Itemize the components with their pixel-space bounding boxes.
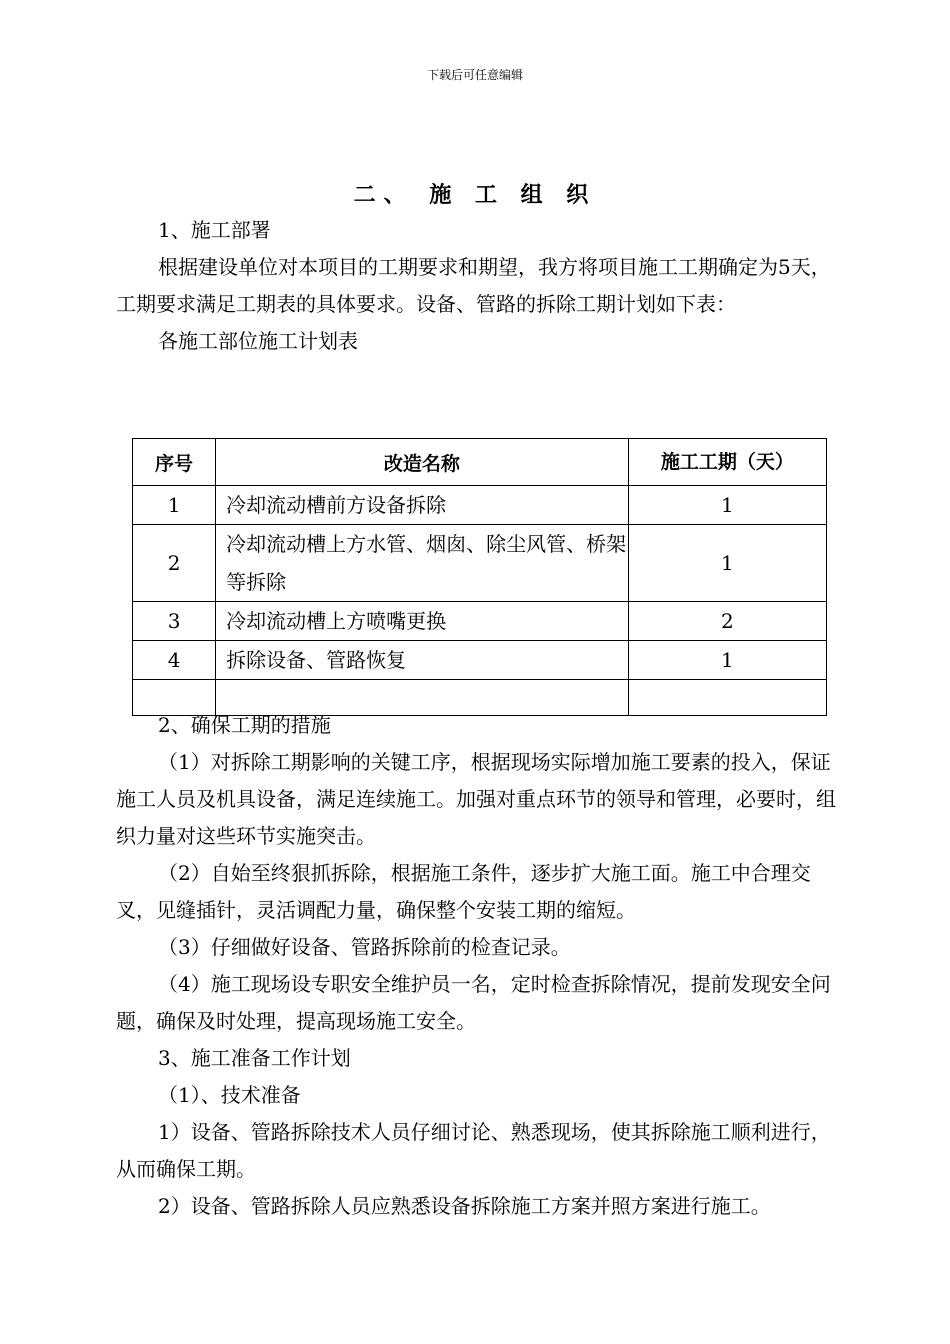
row-seq: 4	[133, 641, 216, 680]
row-seq: 3	[133, 602, 216, 641]
part2-item-1: （1）对拆除工期影响的关键工序，根据现场实际增加施工要素的投入，保证施工人员及机具设备，满足连续施工。加强对重点环节的领导和管理，必要时，组织力量对这些环节实施突击。	[116, 750, 836, 848]
part2-item-2: （2）自始至终狠抓拆除，根据施工条件，逐步扩大施工面。施工中合理交叉，见缝插针，灵活调配力量，确保整个安装工期的缩短。	[116, 861, 811, 922]
header-seq: 序号	[133, 439, 216, 486]
part2-heading: 2、确保工期的措施	[158, 713, 331, 737]
row-seq: 1	[133, 486, 216, 525]
part1-heading: 1、施工部署	[158, 218, 271, 242]
row-name: 冷却流动槽上方喷嘴更换	[216, 602, 629, 641]
table-header-row	[133, 439, 827, 486]
part3-heading: 3、施工准备工作计划	[158, 1046, 351, 1070]
part2-block	[116, 707, 848, 1225]
row-name: 冷却流动槽前方设备拆除	[216, 486, 629, 525]
header-name: 改造名称	[216, 439, 629, 486]
header-days: 施工工期（天）	[628, 439, 826, 486]
part3-item-2: 2）设备、管路拆除人员应熟悉设备拆除施工方案并照方案进行施工。	[158, 1194, 771, 1218]
row-name: 拆除设备、管路恢复	[216, 641, 629, 680]
row-days: 2	[628, 602, 826, 641]
section-title: 二、 施 工 组 织	[353, 183, 597, 208]
table-row	[133, 525, 827, 602]
part3-sub-heading: （1）、技术准备	[158, 1083, 301, 1107]
row-seq: 2	[133, 525, 216, 602]
row-days: 1	[628, 486, 826, 525]
part2-item-3: （3）仔细做好设备、管路拆除前的检查记录。	[158, 935, 571, 959]
table-row	[133, 486, 827, 525]
table-caption: 各施工部位施工计划表	[158, 329, 358, 353]
part2-item-4: （4）施工现场设专职安全维护员一名，定时检查拆除情况，提前发现安全问题，确保及时处理，提高现场施工安全。	[116, 972, 831, 1033]
row-name: 冷却流动槽上方水管、烟囱、除尘风管、桥架等拆除	[216, 525, 629, 602]
table-row	[133, 602, 827, 641]
row-days: 1	[628, 525, 826, 602]
part1-block	[116, 212, 848, 360]
part1-intro: 根据建设单位对本项目的工期要求和期望，我方将项目施工工期确定为5天，工期要求满足工期表的具体要求。设备、管路的拆除工期计划如下表：	[116, 255, 831, 316]
table-row	[133, 641, 827, 680]
header-note: 下载后可任意编辑	[426, 68, 523, 82]
part3-item-1: 1）设备、管路拆除技术人员仔细讨论、熟悉现场，使其拆除施工顺利进行，从而确保工期。	[116, 1120, 831, 1181]
row-days: 1	[628, 641, 826, 680]
plan-table	[132, 438, 827, 716]
